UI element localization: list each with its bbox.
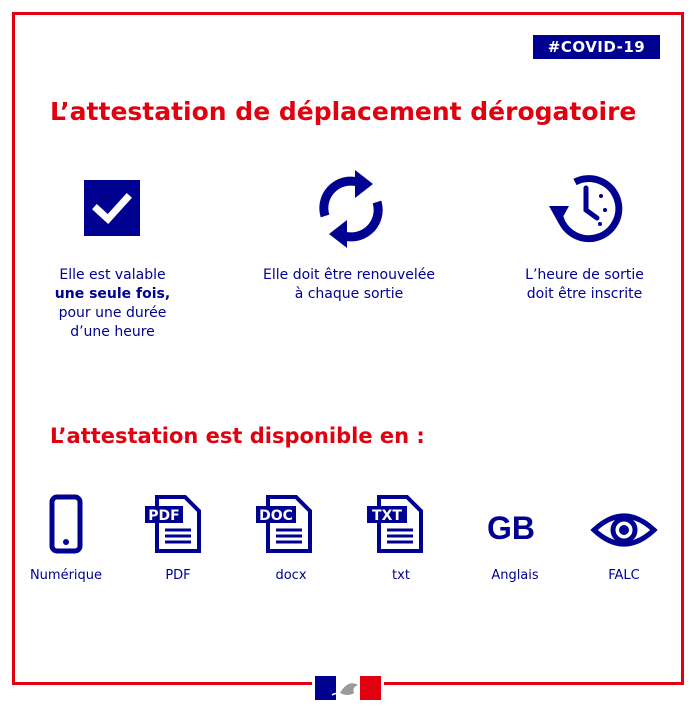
rule-valid-once (30, 266, 195, 342)
format-label: FALC (608, 568, 640, 583)
rule-time (502, 266, 667, 304)
rule-text-line: doit être inscrite (526, 286, 643, 302)
rule-renew (244, 266, 454, 304)
rule-text-line: Elle doit être renouvelée (263, 267, 435, 283)
eye-icon (590, 510, 658, 550)
file-badge: TXT (372, 508, 402, 524)
rule-text-line: d’une heure (70, 324, 155, 340)
format-label: docx (275, 568, 307, 583)
republique-logo (312, 675, 384, 701)
page-title: L’attestation de déplacement dérogatoire (50, 97, 637, 126)
rule-text-line: pour une durée (58, 305, 167, 321)
pdf-file-icon (143, 494, 205, 554)
format-label: txt (392, 568, 410, 583)
rule-text-bold: une seule fois, (54, 286, 171, 302)
formats-heading: L’attestation est disponible en : (50, 424, 425, 448)
clock-icon (545, 172, 623, 244)
rule-text-line: L’heure de sortie (525, 267, 644, 283)
txt-file-icon (365, 494, 427, 554)
format-label: PDF (165, 568, 191, 583)
format-label: Anglais (491, 568, 539, 583)
doc-file-icon (254, 494, 316, 554)
rule-text-line: Elle est valable (59, 267, 166, 283)
checkbox-icon (84, 180, 140, 236)
format-label: Numérique (29, 568, 103, 583)
file-badge: DOC (259, 508, 293, 524)
refresh-icon (311, 168, 391, 250)
smartphone-icon (49, 494, 83, 554)
rule-text-line: à chaque sortie (294, 286, 404, 302)
file-badge: PDF (148, 508, 180, 524)
gb-label: GB (487, 510, 535, 546)
covid-hashtag: #COVID-19 (533, 35, 660, 59)
